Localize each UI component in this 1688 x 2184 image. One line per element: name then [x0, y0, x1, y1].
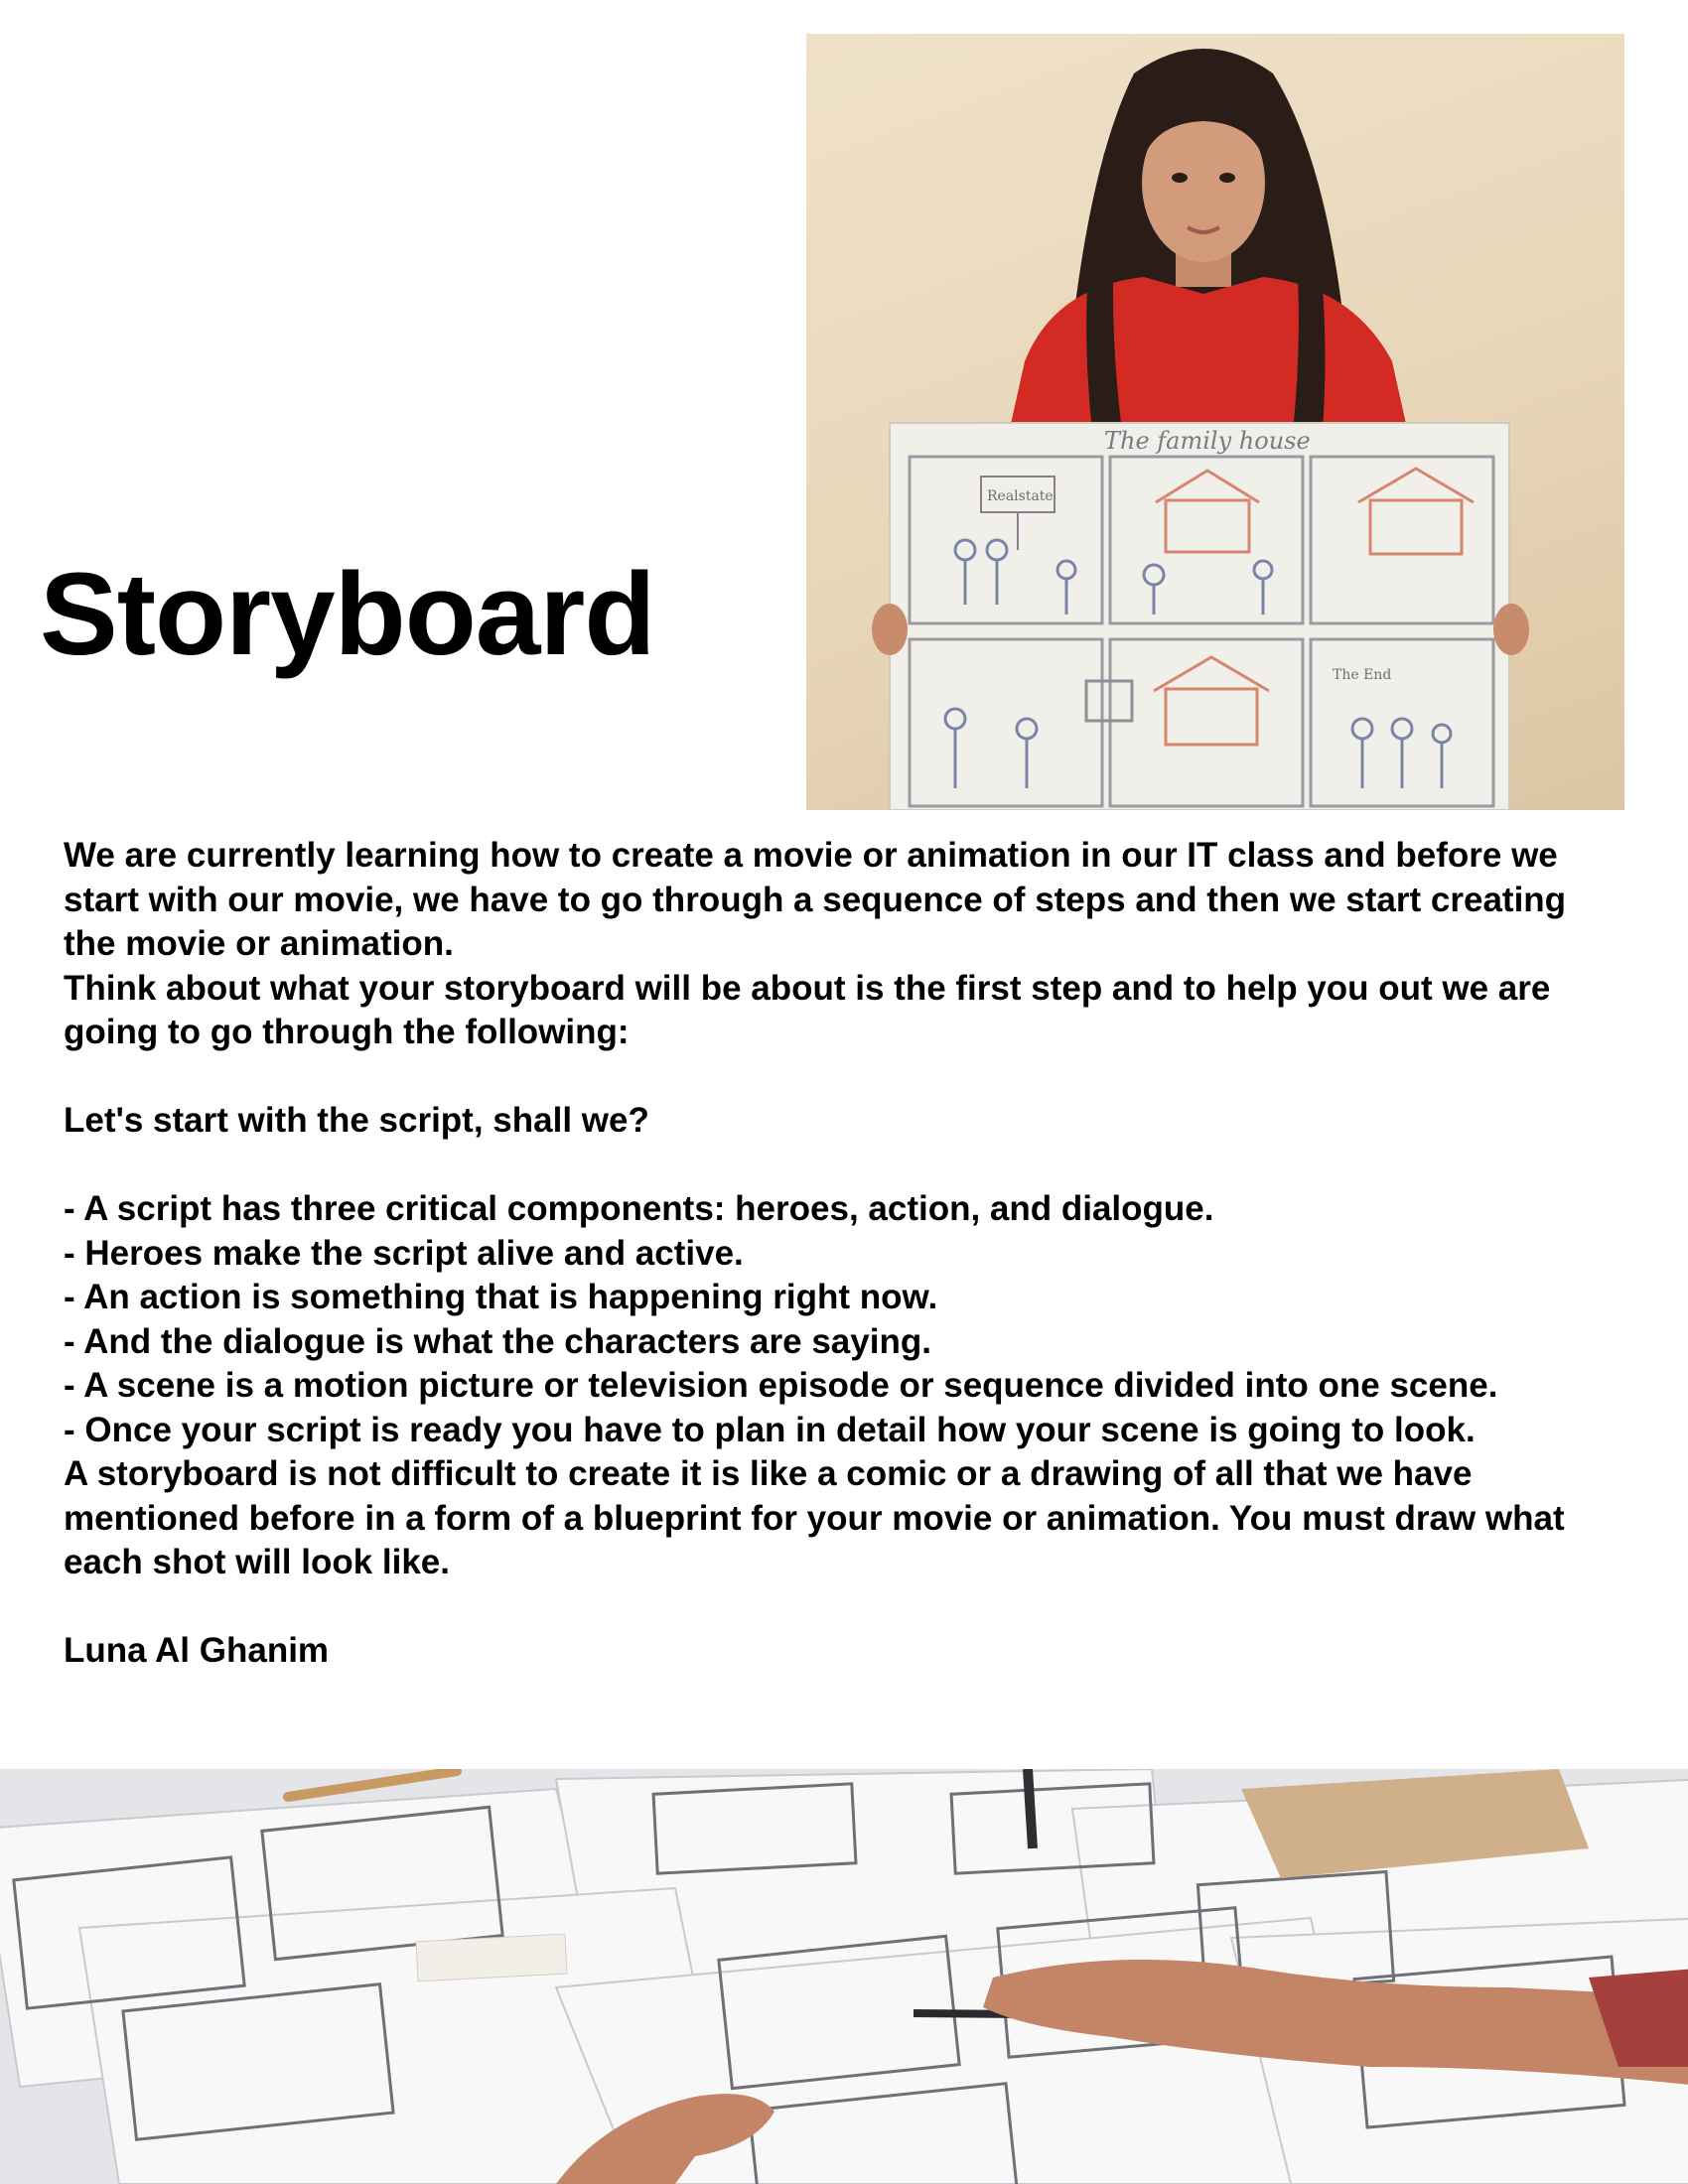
- blank-line: [64, 1055, 1573, 1100]
- svg-text:The family house: The family house: [1104, 427, 1311, 455]
- storyboard-poster: [890, 423, 1509, 810]
- page-title: Storyboard: [40, 549, 655, 680]
- paragraph-first-step: Think about what your storyboard will be about is the first step and to help you out we are going to go through the following:: [64, 968, 1551, 1051]
- author-name: Luna Al Ghanim: [64, 1631, 330, 1670]
- svg-text:The End: The End: [1333, 667, 1392, 683]
- photo-illustration: [806, 34, 1624, 810]
- list-item: - Once your script is ready you have to plan in detail how your scene is going to look.: [64, 1410, 1476, 1449]
- list-item: - A script has three critical components: heroes, action, and dialogue.: [64, 1189, 1214, 1228]
- blank-line: [64, 1144, 1573, 1188]
- list-item: - An action is something that is happening right now.: [64, 1278, 938, 1316]
- list-item: - A scene is a motion picture or television episode or sequence divided into one scene.: [64, 1366, 1498, 1405]
- list-item: - And the dialogue is what the characters are saying.: [64, 1321, 931, 1361]
- storyboard-sketches-photo: [0, 1769, 1688, 2184]
- blank-line: [64, 1585, 1573, 1630]
- paragraph-script-intro: Let's start with the script, shall we?: [64, 1101, 649, 1140]
- sketches-illustration: [0, 1769, 1688, 2184]
- paragraph-storyboard-definition: A storyboard is not difficult to create it is like a comic or a drawing of all that we have mentioned before in a form of a blueprint for your movie or animation. You must draw what each shot will look like.: [64, 1454, 1565, 1581]
- list-item: - Heroes make the script alive and active.: [64, 1233, 744, 1273]
- svg-text:Realstate: Realstate: [987, 488, 1054, 504]
- article-body: [64, 834, 1573, 1674]
- student-holding-storyboard-photo: [806, 34, 1624, 810]
- paragraph-intro: We are currently learning how to create a movie or animation in our IT class and before we start with our movie, we have to go through a sequence of steps and then we start creating the movie or animation.: [64, 836, 1567, 963]
